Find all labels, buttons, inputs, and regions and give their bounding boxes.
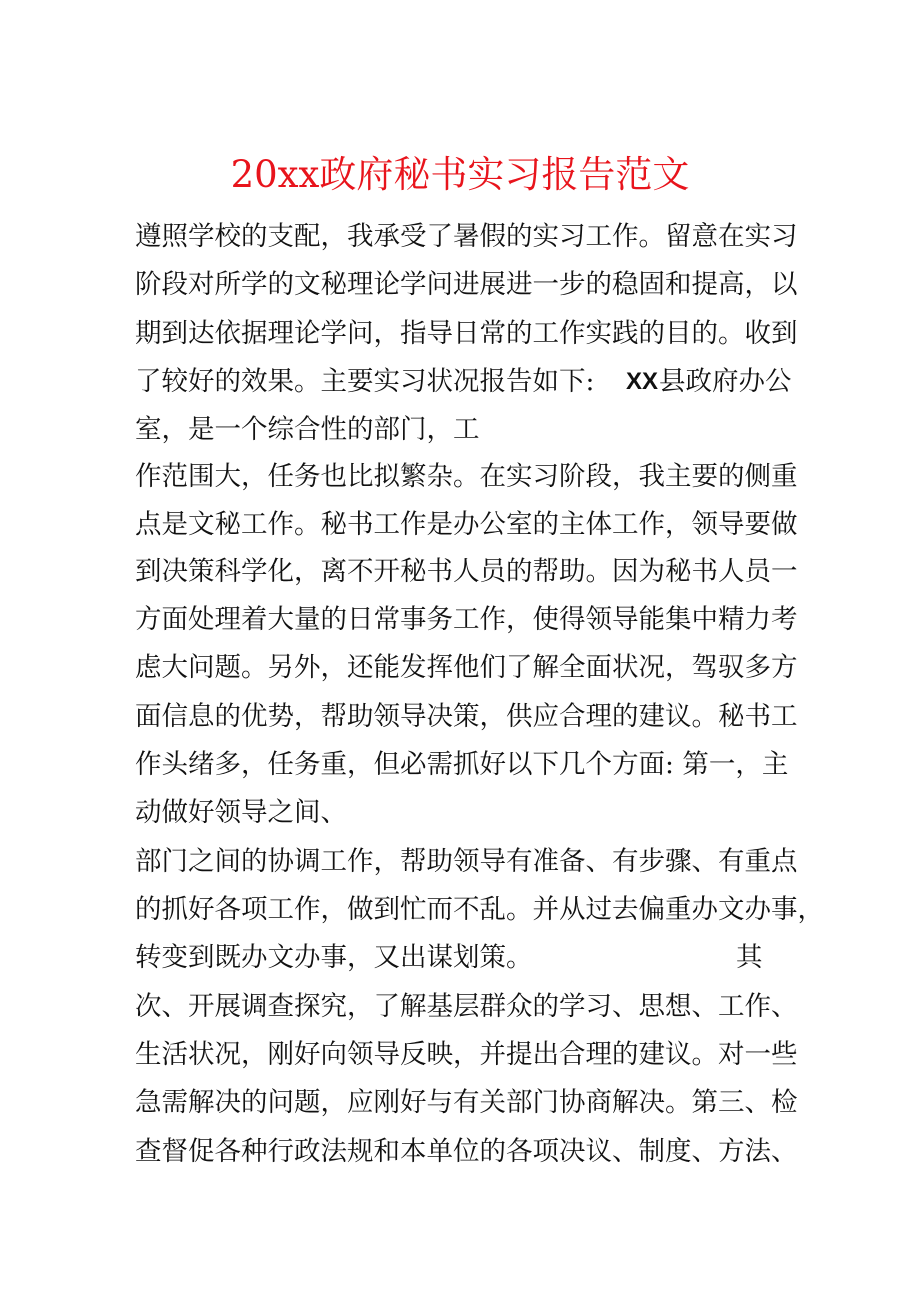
- paragraph-line-4-tail: 县政府办公: [659, 366, 792, 397]
- paragraph-line-3: 期到达依据理论学问，指导日常的工作实践的目的。收到: [135, 318, 798, 349]
- paragraph-line-12: 作头绪多，任务重，但必需抓好以下几个方面: 第一，主: [135, 749, 789, 780]
- paragraph-line-9: 方面处理着大量的日常事务工作，使得领导能集中精力考: [135, 604, 798, 635]
- paragraph-line-4: 了较好的效果。主要实习状况报告如下:: [135, 366, 595, 397]
- paragraph-line-6: 作范围大，任务也比拟繁杂。在实习阶段，我主要的侧重: [135, 461, 798, 492]
- paragraph-line-1: 遵照学校的支配，我承受了暑假的实习工作。留意在实习: [135, 221, 798, 252]
- paragraph-line-14: 部门之间的协调工作，帮助领导有准备、有步骤、有重点: [135, 846, 798, 877]
- paragraph-line-10: 虑大问题。另外，还能发挥他们了解全面状况，驾驭多方: [135, 652, 798, 683]
- paragraph-line-19: 急需解决的问题，应刚好与有关部门协商解决。第三、检: [135, 1087, 798, 1118]
- paragraph-line-17: 次、开展调查探究，了解基层群众的学习、思想、工作、: [135, 991, 798, 1022]
- paragraph-line-11: 面信息的优势，帮助领导决策，供应合理的建议。秘书工: [135, 701, 798, 732]
- paragraph-line-20: 查督促各种行政法规和本单位的各项决议、制度、方法、: [135, 1136, 798, 1167]
- paragraph-line-4-county-code: XX: [626, 368, 659, 395]
- paragraph-line-13: 动做好领导之间、: [135, 797, 347, 828]
- paragraph-line-5: 室，是一个综合性的部门，工: [135, 414, 480, 445]
- paragraph-line-18: 生活状况，刚好向领导反映，并提出合理的建议。对一些: [135, 1039, 798, 1070]
- paragraph-line-16-tail: 其: [736, 942, 763, 973]
- document-title: 20xx政府秘书实习报告范文: [230, 153, 690, 196]
- paragraph-line-15: 的抓好各项工作，做到忙而不乱。并从过去偏重办文办事，: [135, 894, 824, 925]
- paragraph-line-16: 转变到既办文办事，又出谋划策。: [135, 942, 533, 973]
- paragraph-line-8: 到决策科学化，离不开秘书人员的帮助。因为秘书人员一: [135, 556, 798, 587]
- paragraph-line-7: 点是文秘工作。秘书工作是办公室的主体工作，领导要做: [135, 509, 798, 540]
- paragraph-line-2: 阶段对所学的文秘理论学问进展进一步的稳固和提高，以: [135, 269, 798, 300]
